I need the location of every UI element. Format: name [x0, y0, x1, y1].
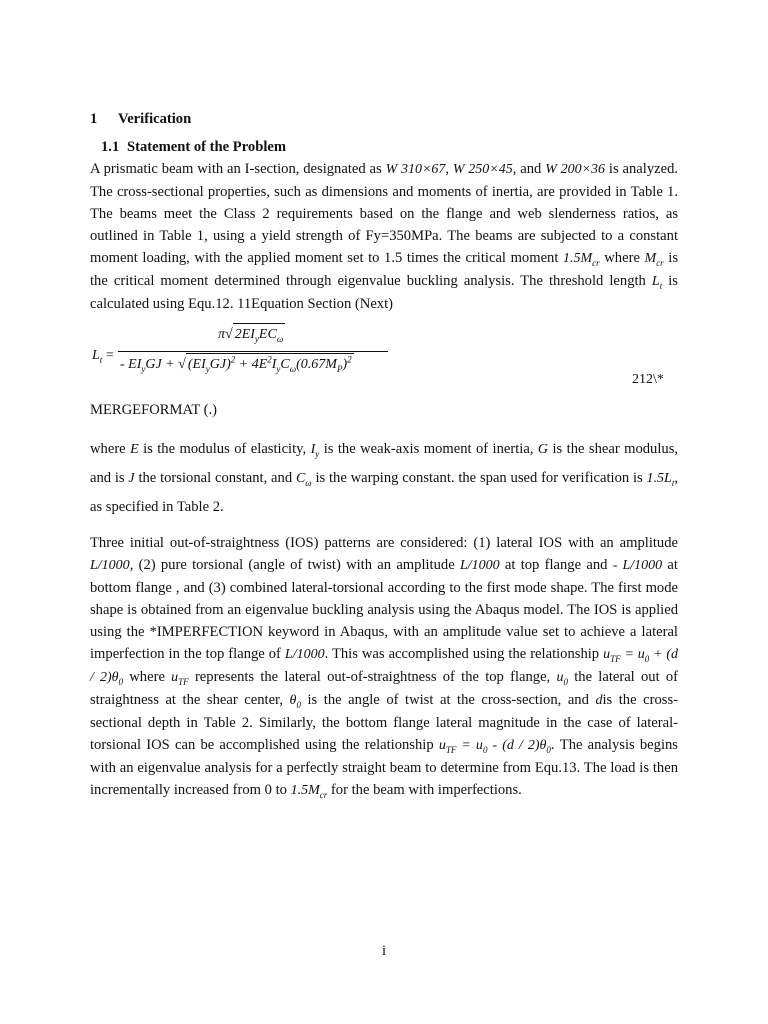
math-text: = u	[456, 738, 483, 753]
math-e: E	[130, 442, 139, 457]
math-g: G	[537, 442, 549, 457]
math-text: - (d / 2)θ	[487, 738, 547, 753]
math-text: 1.5M	[290, 783, 320, 798]
math-amplitude: L/1000	[459, 558, 500, 573]
math-text: u	[171, 670, 179, 685]
text: is the critical moment determined through eigenvalue buckling analysis. The threshold length	[90, 250, 679, 289]
paragraph-ios	[90, 532, 678, 802]
math-text: L	[651, 274, 660, 289]
math-text: L	[92, 348, 100, 363]
math-text: 2EI	[234, 327, 255, 342]
math-1-5-mcr	[563, 251, 600, 266]
math-u0	[556, 670, 568, 685]
section-title: Verification	[118, 111, 192, 127]
math-text: I	[310, 442, 316, 457]
math-text: M	[644, 251, 657, 266]
math-amplitude: L/1000	[284, 647, 325, 662]
math-text: u	[603, 647, 611, 662]
math-text: - EI	[120, 357, 142, 372]
math-sub: 0	[118, 676, 124, 687]
paragraph-definitions	[90, 435, 678, 522]
text: , (2) pure torsional (angle of twist) with an amplitude	[129, 557, 455, 573]
math-sub: t	[659, 280, 663, 291]
math-sub: t	[99, 354, 103, 365]
math-text: π	[218, 327, 226, 342]
math-sub: 0	[482, 744, 488, 755]
text: is the modulus of elasticity,	[143, 441, 307, 457]
math-sub: ω	[289, 363, 297, 374]
section-number: 1	[90, 111, 98, 127]
math-amplitude: L/1000	[90, 558, 130, 573]
spacer	[90, 421, 678, 435]
text: is the weak-axis moment of inertia,	[323, 441, 534, 457]
math-sub: y	[141, 363, 146, 374]
math-sub: P	[336, 363, 343, 374]
sqrt-radicand	[233, 323, 285, 346]
document-page	[90, 100, 678, 802]
math-sub: TF	[610, 653, 621, 664]
math-sup: 2	[347, 354, 352, 365]
equation-numerator: π√ $2EI_yEC_\omega$	[218, 323, 285, 346]
math-sup: 2	[230, 354, 236, 365]
text: at top flange and	[504, 557, 608, 573]
text: where	[90, 441, 126, 457]
text: where	[129, 669, 165, 685]
math-sub: ω	[276, 333, 284, 344]
text: the torsional constant, and	[138, 470, 293, 486]
math-span	[647, 471, 675, 486]
math-sub: y	[254, 333, 259, 344]
equation-tag: 212\*	[632, 372, 664, 387]
text: is the warping constant. the span used for verification is	[315, 470, 643, 486]
math-cw	[296, 471, 312, 486]
text: A prismatic beam with an I-section, designated as	[90, 161, 382, 177]
subsection-title: Statement of the Problem	[127, 139, 287, 155]
text: Three initial out-of-straightness (IOS) patterns are considered: (1) lateral IOS with an amplitude	[90, 535, 678, 551]
math-j: J	[128, 471, 135, 486]
math-theta0	[290, 693, 301, 708]
equation-threshold-length	[90, 327, 678, 399]
math-sub: 0	[563, 676, 568, 687]
math-sub: y	[276, 363, 281, 374]
math-iy	[311, 442, 320, 457]
math-text: GJ)	[209, 357, 231, 372]
math-text: + (d / 2)θ	[90, 647, 679, 685]
text: is calculated using Equ.12. 11Equation Section (Next)	[90, 273, 678, 312]
text: ,	[445, 161, 450, 177]
math-sub: TF	[445, 744, 457, 755]
math-sub: cr	[592, 257, 600, 268]
math-sub: y	[315, 448, 320, 459]
text: for the beam with imperfections.	[330, 782, 522, 798]
math-text: C	[280, 357, 290, 372]
text: is the cross-sectional depth in Table 2. Similarly, the bottom flange lateral magnitude in the case of lateral-torsional IOS can be accomplished using the relationship	[90, 692, 678, 753]
text: where	[604, 250, 640, 266]
math-text: u	[438, 738, 446, 753]
math-text: (0.67M	[296, 357, 337, 372]
text: . The analysis begins with an eigenvalue analysis for a perfectly straight beam to determine from Equ.13. The load is then incrementally increased from 0 to	[90, 737, 678, 798]
math-sub: 0	[546, 744, 551, 755]
mergeformat-text: MERGEFORMAT (.)	[90, 402, 218, 418]
math-sub: y	[205, 363, 210, 374]
math-text: C	[295, 471, 306, 486]
math-sub: cr	[656, 257, 664, 268]
math-utf	[171, 670, 189, 685]
text: . This was accomplished using the relationship	[324, 646, 600, 662]
sqrt-radicand	[186, 353, 354, 376]
math-text: = u	[620, 647, 645, 662]
math-text: GJ +	[145, 357, 179, 372]
fraction-bar	[118, 351, 388, 352]
math-d: d	[595, 693, 603, 708]
text: is the angle of twist at the cross-section, and	[307, 692, 589, 708]
equation-lhs	[92, 345, 114, 367]
math-text: u	[556, 670, 564, 685]
math-sub: 0	[296, 699, 301, 710]
spacer	[90, 522, 678, 532]
math-sub: 0	[644, 653, 650, 664]
text: , and	[512, 161, 542, 177]
section-w310: W 310×67	[385, 162, 446, 177]
math-sub: TF	[178, 676, 189, 687]
math-amplitude-neg: - L/1000	[612, 558, 663, 573]
math-relationship-bottom	[439, 738, 551, 753]
math-text: (EI	[187, 357, 206, 372]
math-text: 1.5M	[563, 251, 593, 266]
math-sub: t	[671, 477, 675, 488]
math-text: I	[271, 357, 277, 372]
math-1-5-mcr	[291, 783, 328, 798]
math-lt	[652, 274, 662, 289]
subsection-heading	[101, 136, 678, 158]
text: is the shear modulus, and is	[90, 441, 679, 486]
section-w250: W 250×45	[452, 162, 513, 177]
subsection-number: 1.1	[101, 139, 120, 155]
equation-denominator: - $EI_yGJ$ + √ $(EI_yGJ)^2 + 4E^2I_yC_\omega(0.67M_P)^2$	[120, 353, 354, 376]
text: , as specified in Table 2.	[90, 470, 678, 515]
section-w200: W 200×36	[545, 162, 606, 177]
text: the lateral out of straightness at the shear center,	[90, 669, 679, 708]
math-sup: 2	[267, 354, 272, 365]
math-sub: ω	[305, 477, 312, 488]
math-mcr	[645, 251, 664, 266]
math-sub: cr	[319, 789, 328, 800]
math-text: θ	[289, 693, 297, 708]
math-text: EC	[258, 327, 277, 342]
text: at bottom flange , and (3) combined lateral-torsional according to the first mode shape. The first mode shape is obtained from an eigenvalue buckling analysis using the Abaqus model. The IOS is applied using the *IMPERFECTION keyword in Abaqus, with an amplitude value set to achieve a lateral imperfection in the top flange of	[90, 557, 678, 662]
math-text: + 4E	[235, 357, 268, 372]
page-number: i	[381, 943, 387, 959]
math-text: 1.5L	[646, 471, 672, 486]
section-heading	[90, 108, 678, 130]
text: is analyzed. The cross-sectional properties, such as dimensions and moments of inertia, are provided in Table 1. The beams meet the Class 2 requirements based on the flange and web slenderness ratios, as outlined in Table 1, using a yield strength of Fy=350MPa. The beams are subjected to a constant moment loading, with the applied moment set to 1.5 times the critical moment	[90, 161, 679, 266]
paragraph-problem	[90, 158, 678, 315]
math-text: )	[342, 357, 348, 372]
equals-sign: =	[105, 348, 114, 363]
text: represents the lateral out-of-straightness of the top flange,	[194, 669, 551, 685]
